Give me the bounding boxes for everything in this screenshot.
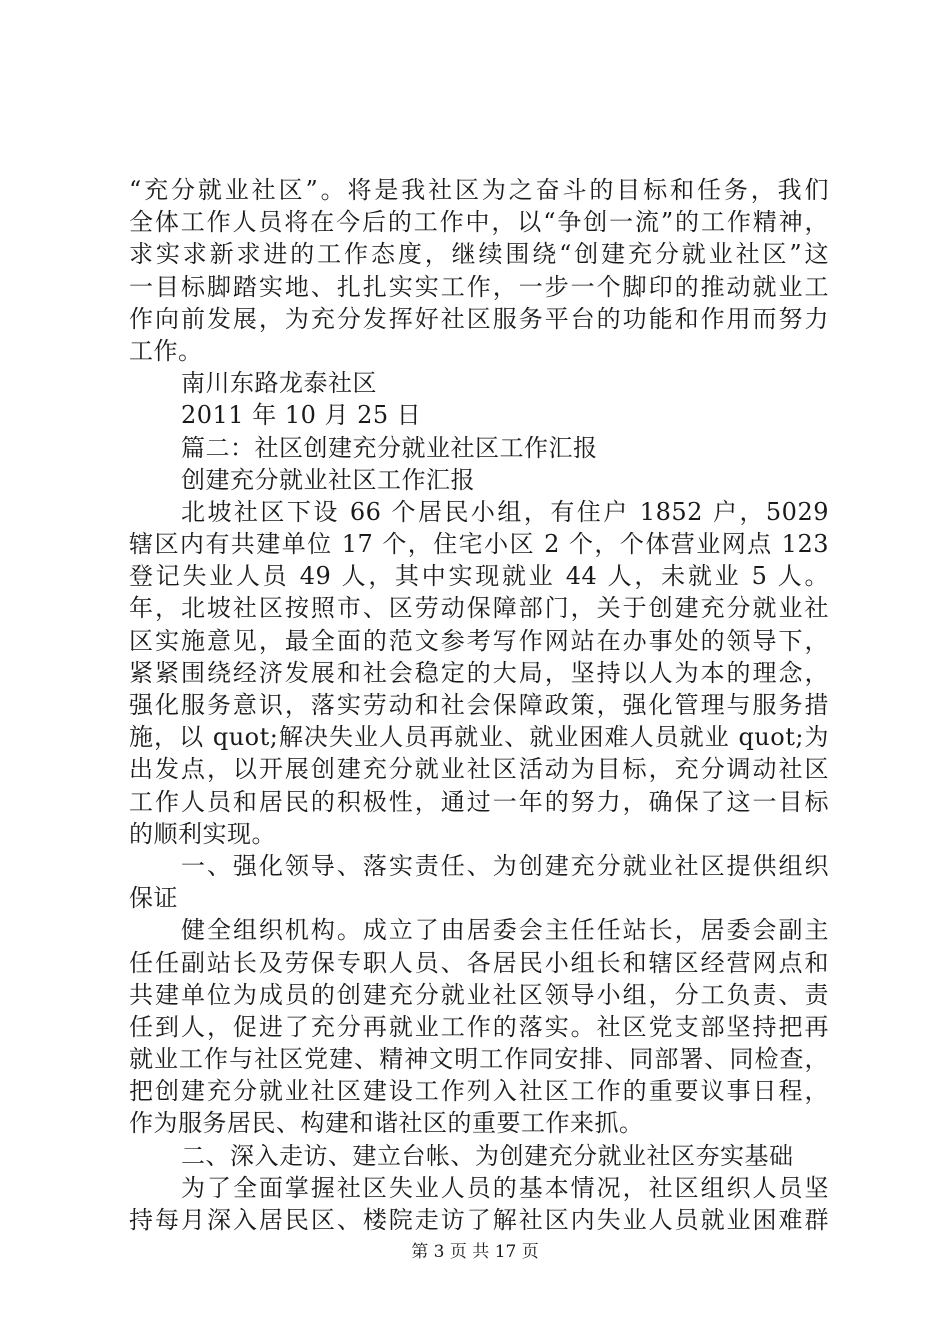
text-line: 创建充分就业社区工作汇报	[181, 465, 475, 494]
text-line: 作向前发展，为充分发挥好社区服务平台的功能和作用而努力	[129, 304, 829, 333]
text-line: 辖区内有共建单位 17 个，住宅小区 2 个，个体营业网点 123	[129, 530, 829, 559]
text-line: 登记失业人员 49 人，其中实现就业 44 人，未就业 5 人。	[129, 562, 829, 591]
text-line: 出发点，以开展创建充分就业社区活动为目标，充分调动社区	[129, 755, 829, 784]
text-line: “充分就业社区”。将是我社区为之奋斗的目标和任务，我们	[129, 176, 829, 204]
text-line: 健全组织机构。成立了由居委会主任任站长，居委会副主	[181, 916, 829, 945]
text-line: 持每月深入居民区、楼院走访了解社区内失业人员就业困难群	[129, 1206, 829, 1234]
text-line: 区实施意见，最全面的范文参考写作网站在办事处的领导下，	[129, 626, 829, 655]
document-body	[129, 174, 829, 1236]
text-line: 保证	[129, 884, 178, 913]
text-line: 强化服务意识，落实劳动和社会保障政策，强化管理与服务措	[129, 691, 829, 719]
text-line: 一目标脚踏实地、扎扎实实工作，一步一个脚印的推动就业工	[129, 272, 829, 301]
text-line: 施，以 quot;解决失业人员再就业、就业困难人员就业 quot;为	[129, 723, 829, 752]
page-number-label: 第 3 页 共 17 页	[411, 1242, 539, 1262]
text-line: 篇二：社区创建充分就业社区工作汇报	[181, 433, 598, 462]
text-line: 把创建充分就业社区建设工作列入社区工作的重要议事日程，	[129, 1077, 829, 1106]
text-line: 任任副站长及劳保专职人员、各居民小组长和辖区经营网点和	[129, 948, 829, 977]
text-line: 的顺利实现。	[129, 819, 276, 848]
text-line: 南川东路龙泰社区	[181, 369, 377, 398]
text-line: 一、强化领导、落实责任、为创建充分就业社区提供组织	[181, 851, 829, 880]
text-line: 工作。	[129, 336, 203, 365]
text-line: 2011 年 10 月 25 日	[181, 401, 422, 430]
text-line: 就业工作与社区党建、精神文明工作同安排、同部署、同检查，	[129, 1045, 829, 1074]
text-line: 北坡社区下设 66 个居民小组，有住户 1852 户，5029	[181, 497, 829, 526]
text-line: 二、深入走访、建立台帐、为创建充分就业社区夯实基础	[181, 1141, 794, 1170]
text-line: 为了全面掌握社区失业人员的基本情况，社区组织人员坚	[181, 1173, 829, 1202]
text-line: 全体工作人员将在今后的工作中，以“争创一流”的工作精神，	[129, 208, 829, 237]
text-line: 紧紧围绕经济发展和社会稳定的大局，坚持以人为本的理念，	[129, 658, 829, 687]
page-footer	[0, 1241, 950, 1263]
text-line: 共建单位为成员的创建充分就业社区领导小组，分工负责、责	[129, 980, 829, 1009]
text-line: 年，北坡社区按照市、区劳动保障部门，关于创建充分就业社	[129, 594, 829, 623]
text-line: 任到人，促进了充分再就业工作的落实。社区党支部坚持把再	[129, 1012, 829, 1041]
text-line: 作为服务居民、构建和谐社区的重要工作来抓。	[129, 1109, 644, 1138]
text-line: 求实求新求进的工作态度，继续围绕“创建充分就业社区”这	[129, 240, 829, 269]
text-line: 工作人员和居民的积极性，通过一年的努力，确保了这一目标	[129, 787, 829, 816]
